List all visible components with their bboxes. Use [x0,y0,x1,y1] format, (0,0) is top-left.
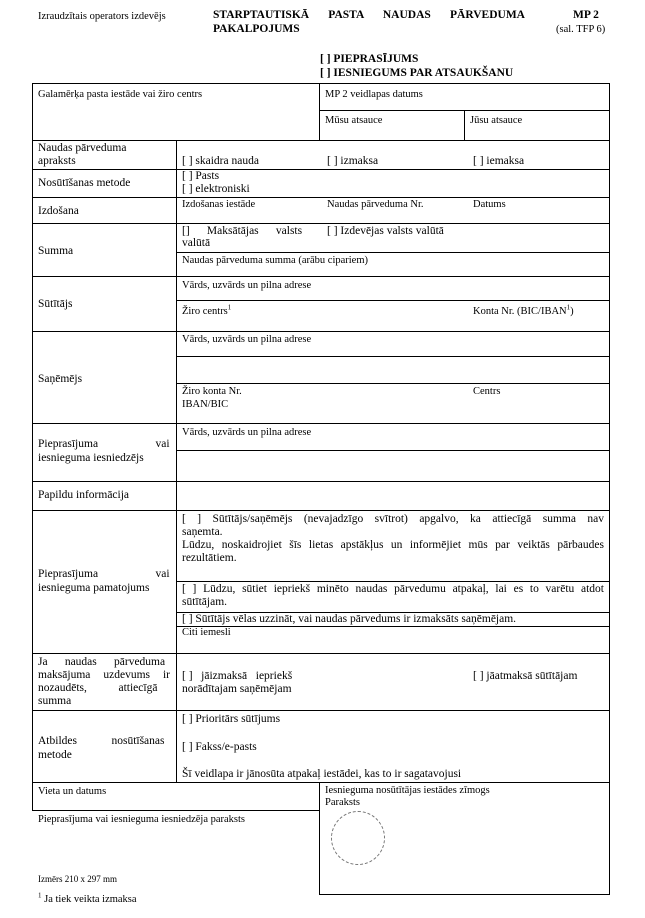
issue-office-label: Izdošanas iestāde [182,199,256,210]
sender-account-label: Konta Nr. (BIC/IBAN$^1$) [473,303,574,317]
destination-office-label: Galamērķa pasta iestāde vai žiro centrs [38,89,203,100]
issue-date-label: Datums [473,199,506,210]
footnote: $^1$ Ja tiek veikta izmaksa [38,891,137,905]
method-label: Nosūtīšanas metode [38,177,131,189]
option-fax-email[interactable]: [ ] Fakss/e-pasts [182,741,257,753]
form-title-line1: STARPTAUTISKĀ PASTA NAUDAS PĀRVEDUMA [213,9,525,21]
issue-label: Izdošana [38,205,79,217]
issuer-currency-option[interactable]: [ ] Izdevējas valsts valūtā [327,225,444,237]
ground-return-transfer[interactable]: [ ] Lūdzu, sūtiet iepriekš minēto naudas pārvedumu atpakaļ, lai es to varētu atdot sūtītājam. [182,583,604,608]
additional-info-label: Papildu informācija [38,489,130,501]
amount-figures-label: Naudas pārveduma summa (arābu cipariem) [182,255,369,266]
option-post[interactable]: [ ] Pasts [182,170,220,182]
applicant-signature-label: Pieprasījuma vai iesnieguma iesniedzēja paraksts [38,814,246,825]
receiver-name-address-label: Vārds, uzvārds un pilna adrese [182,334,312,345]
paper-size-note: Izmērs 210 x 297 mm [38,874,117,884]
option-payout[interactable]: [ ] izmaksa [327,155,379,167]
reply-method-label-1: Atbildes nosūtīšanas [38,735,165,747]
option-cash[interactable]: [ ] skaidra nauda [182,155,259,167]
grounds-label-1: Pieprasījuma vai [38,568,170,580]
description-label-1: Naudas pārveduma [38,142,127,154]
your-ref-label: Jūsu atsauce [470,115,523,126]
sender-name-address-label: Vārds, uzvārds un pilna adrese [182,280,312,291]
place-date-label: Vieta un datums [38,786,107,797]
amount-label: Summa [38,245,74,257]
form-ref: (sal. TFP 6) [556,24,606,35]
option-request[interactable]: [ ] PIEPRASĪJUMS [320,53,419,65]
applicant-label-2: iesnieguma iesniedzējs [38,452,144,464]
stamp-label: Iesnieguma nosūtītājas iestādes zīmogs [325,785,490,796]
option-electronic[interactable]: [ ] elektroniski [182,183,250,195]
receiver-label: Saņēmējs [38,373,83,385]
other-reasons-label: Citi iemesli [182,627,231,638]
option-deposit[interactable]: [ ] iemaksa [473,155,525,167]
option-claim[interactable]: [ ] IESNIEGUMS PAR ATSAUKŠANU [320,67,514,79]
form-title-line2: PAKALPOJUMS [213,23,300,35]
form-code: MP 2 [573,9,599,21]
sender-label: Sūtītājs [38,298,73,310]
reply-method-label-2: metode [38,749,72,761]
stamp-placeholder-circle [331,811,385,865]
lost-order-label: Ja naudas pārveduma maksājuma uzdevums ir nozaudēts, attiecīgā summa [38,656,170,707]
transfer-number-label: Naudas pārveduma Nr. [327,199,424,210]
applicant-label-1: Pieprasījuma vai [38,438,170,450]
applicant-name-address-label: Vārds, uzvārds un pilna adrese [182,427,312,438]
receiver-iban-label: IBAN/BIC [182,399,229,410]
form-date-label: MP 2 veidlapas datums [325,89,423,100]
description-label-2: apraksts [38,155,76,167]
receiver-giro-account-label: Žiro konta Nr. [182,386,242,397]
signature-label: Paraksts [325,797,360,808]
ground-paid-inquiry[interactable]: [ ] Sūtītājs vēlas uzzināt, vai naudas pārvedums ir izmaksāts saņēmējam. [182,613,517,625]
return-note: Šī veidlapa ir jānosūta atpakaļ iestādei, kas to ir sagatavojusi [182,768,462,780]
receiver-centre-label: Centrs [473,386,501,397]
our-ref-label: Mūsu atsauce [325,115,383,126]
option-priority-mail[interactable]: [ ] Prioritārs sūtījums [182,713,281,725]
ground-not-received[interactable]: [ ] Sūtītājs/saņēmējs (nevajadzīgo svītrot) apgalvo, ka attiecīgā summa nav saņemta. Lūdzu, noskaidrojiet šīs lietas apstākļus un informējiet mūs par veiktās pārbaudes rezultātiem. [182,513,604,564]
publisher-label: Izraudzītais operators izdevējs [38,11,166,22]
grounds-label-2: iesnieguma pamatojums [38,582,150,594]
option-pay-receiver[interactable]: [ ] jāizmaksā iepriekš norādītajam saņēmējam [182,670,293,695]
option-refund-sender[interactable]: [ ] jāatmaksā sūtītājam [473,670,578,682]
sender-giro-label: Žiro centrs$^1$ [182,303,232,317]
payer-currency-option[interactable]: [] Maksātājas valsts valūtā [182,225,303,249]
